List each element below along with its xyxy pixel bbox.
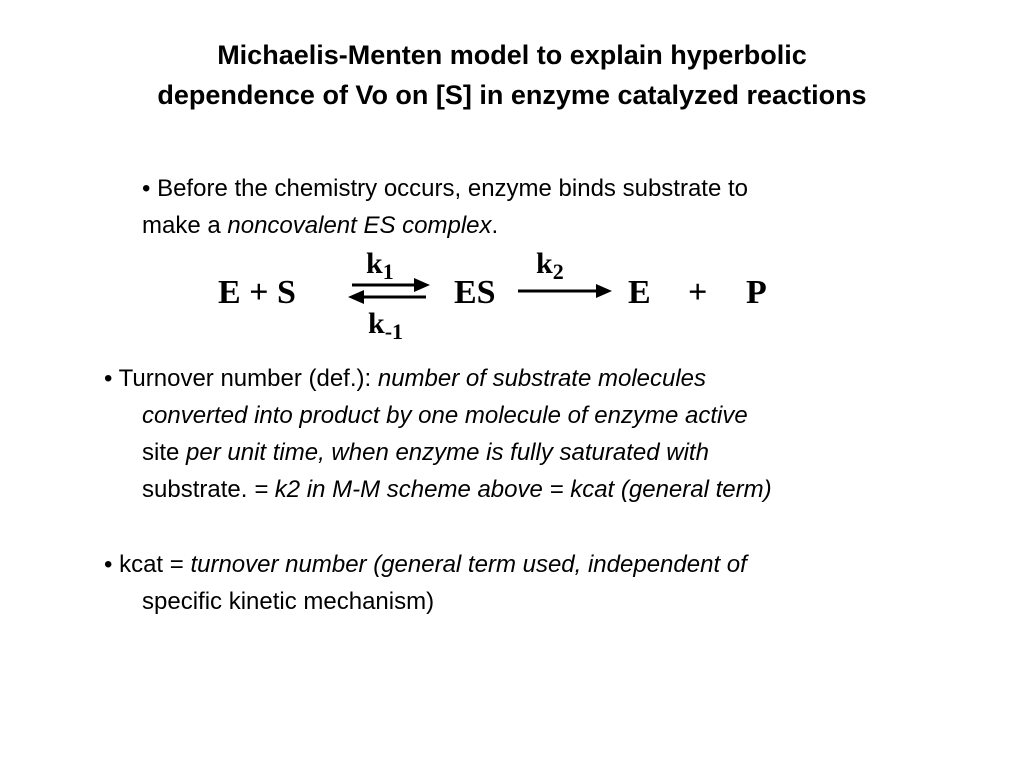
forward-arrow [518, 284, 612, 298]
eq-product: P [746, 274, 767, 311]
eq-k2-sub: 2 [552, 259, 564, 284]
bullet-binding-line-2 [142, 207, 748, 244]
bullet-kcat-line-1 [104, 546, 747, 583]
bullet-turnover-line-2 [104, 397, 772, 434]
title-line-1: Michaelis-Menten model to explain hyperbolic [217, 40, 807, 70]
eq-k2-symbol: k [536, 247, 553, 280]
bullet-kcat-line-2 [104, 583, 747, 620]
turnover-def-1: number of substrate molecules [377, 365, 707, 392]
bullet-dot: • [104, 365, 113, 392]
eq-k1-symbol: k [366, 247, 383, 280]
turnover-def-4: = k2 in M-M scheme above = kcat (general term) [254, 476, 772, 503]
turnover-def-2: converted into product by one molecule of enzyme active [142, 402, 748, 429]
eq-k2 [536, 247, 564, 284]
eq-es-complex: ES [454, 274, 496, 311]
turnover-lead: Turnover number (def.): [112, 365, 378, 392]
bullet-binding-end: . [491, 212, 499, 239]
bullet-turnover [104, 360, 772, 508]
bullet-turnover-line-3 [104, 434, 772, 471]
eq-k1 [366, 247, 394, 284]
equation-graphic [218, 245, 818, 345]
bullet-turnover-line-4 [104, 471, 772, 508]
kcat-lead: kcat = [112, 551, 191, 578]
bullet-binding-text: Before the chemistry occurs, enzyme binds substrate to [150, 175, 749, 202]
eq-plus: + [688, 274, 708, 311]
michaelis-menten-equation [218, 245, 818, 345]
bullet-kcat [104, 546, 747, 620]
bullet-binding-text-b: make a [142, 212, 228, 239]
eq-k-minus-1-sub: -1 [384, 319, 404, 344]
turnover-def-3: per unit time, when enzyme is fully saturated with [186, 439, 709, 466]
eq-reactants: E + S [218, 274, 296, 311]
bullet-binding [142, 170, 748, 244]
eq-k-minus-1 [368, 307, 403, 344]
eq-k-minus-1-symbol: k [368, 307, 385, 340]
bullet-dot: • [142, 175, 151, 202]
bullet-dot: • [104, 551, 113, 578]
bullet-turnover-line-1 [104, 360, 772, 397]
eq-enzyme: E [628, 274, 651, 311]
slide-title [60, 35, 964, 115]
es-complex-term: noncovalent ES complex [227, 212, 492, 239]
turnover-site: site [142, 439, 187, 466]
eq-k1-sub: 1 [382, 259, 394, 284]
turnover-substrate: substrate. [142, 476, 255, 503]
title-line-2: dependence of Vo on [S] in enzyme catalyzed reactions [157, 80, 867, 110]
kcat-def-2: specific kinetic mechanism) [142, 588, 435, 615]
kcat-def-1: turnover number (general term used, independent of [190, 551, 747, 578]
bullet-binding-line-1 [142, 170, 748, 207]
